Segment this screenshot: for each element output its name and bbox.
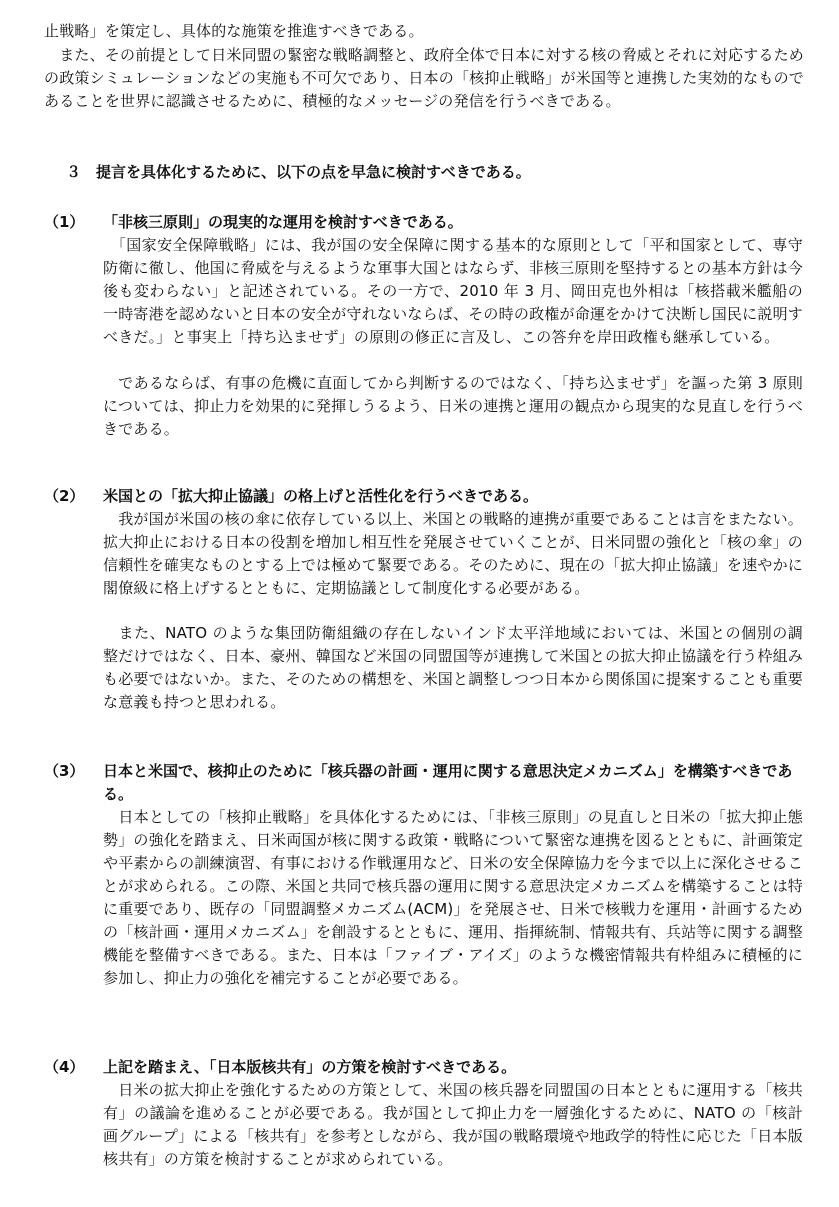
item-4-paragraph-1: 日米の拡大抑止を強化するための方策として、米国の核兵器を同盟国の日本とともに運用する「核共有」の議論を進めることが必要である。我が国として抑止力を一層強化するために、NATO の「核計画グループ」による「核共有」を参考としながら、我が国の戦略環境や地政学的特性に応じた「日本版核共有」の方策を検討することが求められている。 <box>103 1081 803 1168</box>
item-2-paragraph-1: 我が国が米国の核の傘に依存している以上、米国との戦略的連携が重要であることは言をまたない。拡大抑止における日本の役割を増加し相互性を発展させていくことが、日米同盟の強化と「核の傘」の信頼性を確実なものとする上では極めて緊要である。そのために、現在の「拡大抑止協議」を速やかに閣僚級に格上げするとともに、定期協議として制度化する必要がある。 <box>103 510 803 597</box>
item-1-paragraph-1: 「国家安全保障戦略」には、我が国の安全保障に関する基本的な原則として「平和国家として、専守防衛に徹し、他国に脅威を与えるような軍事大国とはならず、非核三原則を堅持するとの基本方針は今後も変わらない」と記述されている。その一方で、2010 年 3 月、岡田克也外相は「核搭載米艦船の一時寄港を認めないと日本の安全が守れないならば、その時の政権が命運をかけて決断し国民に説明すべきだ。」と事実上「持ち込ませず」の原則の修正に言及し、この答弁を岸田政権も継承している。 <box>103 236 803 346</box>
item-4-title: 上記を踏まえ、「日本版核共有」の方策を検討すべきである。 <box>103 1058 517 1076</box>
item-3-number: （3） <box>44 762 85 780</box>
item-1-paragraph-2: であるならば、有事の危機に直面してから判断するのではなく、「持ち込ませず」を謳った第 3 原則については、抑止力を効果的に発揮しうるよう、日米の連携と運用の観点から現実的な見直しを行うべきである。 <box>103 374 803 438</box>
item-2-number: （2） <box>44 487 85 505</box>
item-3-title: 日本と米国で、核抑止のために「核兵器の計画・運用に関する意思決定メカニズム」を構築すべきである。 <box>103 762 793 803</box>
item-2-title: 米国との「拡大抑止協議」の格上げと活性化を行うべきである。 <box>103 487 539 505</box>
section-3-heading: ３ 提言を具体化するために、以下の点を早急に検討すべきである。 <box>66 163 531 181</box>
item-2-paragraph-2: また、NATO のような集団防衛組織の存在しないインド太平洋地域においては、米国との個別の調整だけではなく、日本、豪州、韓国など米国の同盟国等が連携して米国との拡大抑止協議を行う枠組みも必要ではないか。また、そのための構想を、米国と調整しつつ日本から関係国に提案することも重要な意義も持つと思われる。 <box>103 624 803 711</box>
intro-paragraph-2: また、その前提として日米同盟の緊密な戦略調整と、政府全体で日本に対する核の脅威とそれに対応するための政策シミュレーションなどの実施も不可欠であり、日本の「核抑止戦略」が米国等と連携した実効的なものであることを世界に認識させるために、積極的なメッセージの発信を行うべきである。 <box>44 46 805 110</box>
item-3-paragraph-1: 日本としての「核抑止戦略」を具体化するためには、「非核三原則」の見直しと日米の「拡大抑止態勢」の強化を踏まえ、日米両国が核に関する政策・戦略について緊密な連携を図るとともに、計画策定や平素からの訓練演習、有事における作戦運用など、日米の安全保障協力を今まで以上に深化させることが求められる。この際、米国と共同で核兵器の運用に関する意思決定メカニズムを構築することは特に重要であり、既存の「同盟調整メカニズム(ACM)」を発展させ、日米で核戦力を運用・計画するための「核計画・運用メカニズム」を創設するとともに、運用、指揮統制、情報共有、兵站等に関する調整機能を整備すべきである。また、日本は「ファイブ・アイズ」のような機密情報共有枠組みに積極的に参加し、抑止力の強化を補完することが必要である。 <box>103 808 803 987</box>
item-1-title: 「非核三原則」の現実的な運用を検討すべきである。 <box>103 213 463 231</box>
intro-paragraph-1: 止戦略」を策定し、具体的な施策を推進すべきである。 <box>44 22 424 40</box>
item-4-number: （4） <box>44 1058 85 1076</box>
item-1-number: （1） <box>44 213 85 231</box>
